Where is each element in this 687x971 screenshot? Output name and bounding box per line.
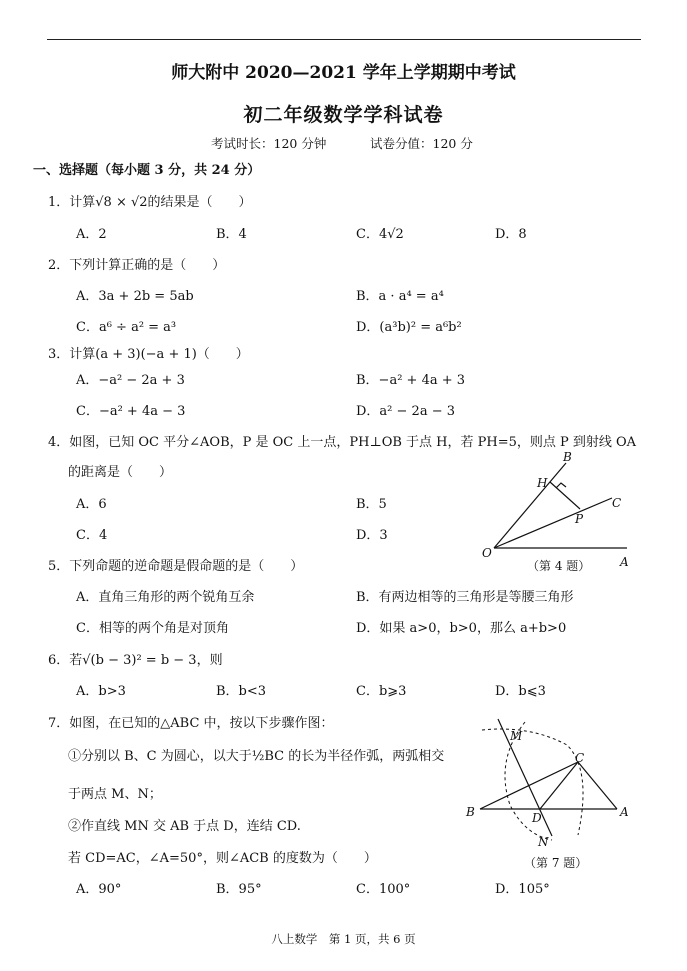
q5-option-a: A．直角三角形的两个锐角互余: [76, 590, 255, 605]
label-a7: A: [620, 805, 629, 819]
label-o: O: [482, 546, 492, 560]
school-title: 师大附中 2020—2021 学年上学期期中考试: [171, 63, 516, 83]
q5-option-c: C．相等的两个角是对顶角: [76, 621, 229, 636]
q1-option-c: C．4√2: [356, 227, 404, 242]
question-4-stem: 4．如图，已知 OC 平分∠AOB，P 是 OC 上一点，PH⊥OB 于点 H，若 PH=5，则点 P 到射线 OA: [48, 435, 637, 450]
q4-option-a: A．6: [76, 497, 107, 512]
q4-option-b: B．5: [356, 497, 387, 512]
q6-option-c: C．b⩾3: [356, 684, 407, 699]
label-a: A: [620, 555, 629, 569]
segment-ca: [578, 762, 617, 809]
q6-option-b: B．b<3: [216, 684, 267, 699]
q1-option-a: A．2: [76, 227, 107, 242]
q4-option-c: C．4: [76, 528, 108, 543]
line-mn: [498, 719, 552, 836]
question-1-stem: 1．计算√8 × √2的结果是（ ）: [48, 195, 252, 210]
q3-option-a: A．−a² − 2a + 3: [76, 373, 185, 388]
label-c7: C: [575, 751, 585, 765]
q5-option-d: D．如果 a>0，b>0，那么 a+b>0: [356, 621, 567, 636]
question-2-stem: 2．下列计算正确的是（ ）: [48, 258, 226, 273]
question-7-condition: 若 CD=AC，∠A=50°，则∠ACB 的度数为（ ）: [68, 851, 377, 866]
label-c: C: [612, 496, 622, 510]
q3-option-b: B．−a² + 4a + 3: [356, 373, 466, 388]
q1-option-b: B．4: [216, 227, 247, 242]
label-m: M: [510, 729, 523, 743]
question-7-stem: 7．如图，在已知的△ABC 中，按以下步骤作图：: [48, 716, 334, 731]
question-7-step1: ①分别以 B、C 为圆心，以大于½BC 的长为半径作弧，两弧相交: [68, 749, 445, 764]
q2-option-b: B．a · a⁴ = a⁴: [356, 289, 444, 304]
segment-cd: [540, 762, 578, 809]
question-3-stem: 3．计算(a + 3)(−a + 1)（ ）: [48, 347, 249, 362]
label-h: H: [537, 476, 548, 490]
question-7-step1-cont: 于两点 M、N；: [68, 787, 162, 802]
question-6-stem: 6．若√(b − 3)² = b − 3，则: [48, 653, 223, 668]
q7-option-a: A．90°: [76, 882, 122, 897]
q1-option-d: D．8: [495, 227, 527, 242]
section-heading: 一、选择题（每小题 3 分，共 24 分）: [33, 163, 261, 178]
q2-option-a: A．3a + 2b = 5ab: [76, 289, 194, 304]
label-n: N: [538, 835, 549, 849]
q3-option-c: C．−a² + 4a − 3: [76, 404, 186, 419]
question-5-stem: 5．下列命题的逆命题是假命题的是（ ）: [48, 559, 304, 574]
exam-duration: 考试时长：120 分钟: [211, 136, 327, 151]
q5-option-b: B．有两边相等的三角形是等腰三角形: [356, 590, 574, 605]
label-b: B: [563, 450, 572, 464]
q4-figure-caption: （第 4 题）: [527, 559, 591, 573]
exam-score: 试卷分值：120 分: [370, 136, 473, 151]
q7-option-b: B．95°: [216, 882, 262, 897]
label-b7: B: [466, 805, 475, 819]
q6-option-a: A．b>3: [76, 684, 126, 699]
q2-option-c: C．a⁶ ÷ a² = a³: [76, 320, 177, 335]
question-4-stem-cont: 的距离是（ ）: [68, 465, 173, 480]
q2-option-d: D．(a³b)² = a⁶b²: [356, 320, 462, 335]
q3-option-d: D．a² − 2a − 3: [356, 404, 455, 419]
q6-option-d: D．b⩽3: [495, 684, 546, 699]
q7-figure-caption: （第 7 题）: [524, 856, 588, 870]
question-7-step2: ②作直线 MN 交 AB 于点 D，连结 CD.: [68, 819, 301, 834]
q4-option-d: D．3: [356, 528, 388, 543]
q7-option-c: C．100°: [356, 882, 411, 897]
paper-title: 初二年级数学学科试卷: [243, 104, 444, 126]
label-p: P: [575, 512, 584, 526]
q7-option-d: D．105°: [495, 882, 550, 897]
page-footer: 八上数学 第 1 页，共 6 页: [271, 932, 416, 946]
label-d: D: [532, 811, 542, 825]
